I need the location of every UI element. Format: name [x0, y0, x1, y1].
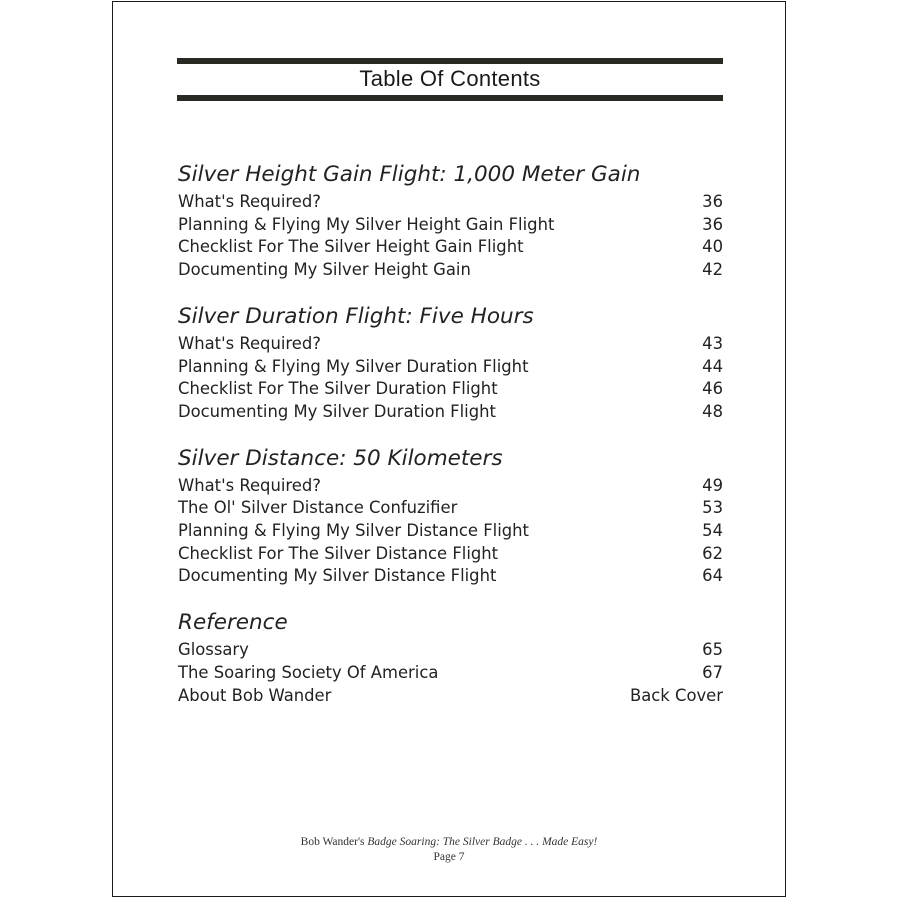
entry-page-number: 44: [702, 356, 723, 376]
toc-sections: [178, 160, 723, 727]
section-heading: Silver Height Gain Flight: 1,000 Meter Gain: [178, 162, 641, 187]
footer-book-title: Badge Soaring: The Silver Badge . . . Made Easy!: [367, 836, 598, 848]
entry-page-number: 62: [702, 543, 723, 563]
toc-entry: [178, 543, 723, 566]
toc-entry: [178, 475, 723, 498]
toc-entry: [178, 520, 723, 543]
toc-entry: [178, 236, 723, 259]
toc-section: [178, 302, 723, 424]
entry-title: Checklist For The Silver Height Gain Flight: [178, 237, 524, 257]
entry-title: About Bob Wander: [178, 685, 332, 705]
toc-entry: [178, 259, 723, 282]
section-heading: Silver Distance: 50 Kilometers: [178, 445, 503, 471]
entry-page-number: 54: [702, 521, 723, 541]
bottom-rule: [177, 95, 723, 101]
footer-author: Bob Wander's: [300, 836, 365, 848]
top-rule: [177, 58, 723, 64]
entry-title: The Soaring Society Of America: [178, 662, 439, 682]
entry-title: Documenting My Silver Duration Flight: [178, 401, 496, 421]
toc-section: [178, 608, 723, 707]
toc-entry: [178, 401, 723, 424]
entry-title: The Ol' Silver Distance Confuzifier: [178, 498, 458, 518]
toc-entry: [178, 685, 723, 708]
document-page: [112, 1, 786, 897]
entry-title: Checklist For The Silver Duration Flight: [178, 379, 498, 399]
toc-entry: [178, 639, 723, 662]
section-heading: Silver Duration Flight: Five Hours: [178, 303, 534, 329]
page-footer: [113, 835, 785, 865]
toc-section: [178, 444, 723, 589]
entry-page-number: 40: [702, 237, 723, 257]
entry-title: Documenting My Silver Distance Flight: [178, 566, 497, 586]
entry-page-number: 42: [702, 260, 723, 280]
entry-page-number: 36: [702, 192, 723, 211]
toc-entry: [178, 214, 723, 237]
entry-title: Documenting My Silver Height Gain: [178, 260, 471, 280]
entry-page-number: 49: [702, 475, 723, 495]
toc-entry: [178, 497, 723, 520]
entry-page-number: Back Cover: [630, 685, 723, 705]
entry-page-number: 46: [702, 379, 723, 399]
entry-page-number: 67: [702, 662, 723, 682]
entry-title: What's Required?: [178, 333, 321, 353]
entry-page-number: 36: [702, 214, 723, 234]
entry-title: Planning & Flying My Silver Height Gain Flight: [178, 214, 555, 234]
entry-title: What's Required?: [178, 192, 321, 211]
entry-page-number: 43: [702, 333, 723, 353]
section-heading: Reference: [178, 610, 288, 636]
toc-entry: [178, 662, 723, 685]
toc-entry: [178, 378, 723, 401]
footer-credit: [113, 835, 785, 850]
entry-title: Planning & Flying My Silver Distance Flight: [178, 521, 529, 541]
entry-title: Planning & Flying My Silver Duration Flight: [178, 356, 529, 376]
toc-section: [178, 160, 723, 282]
toc-entry: [178, 191, 723, 214]
toc-entry: [178, 356, 723, 379]
toc-entry: [178, 565, 723, 588]
entry-title: What's Required?: [178, 475, 321, 495]
entry-page-number: 53: [702, 498, 723, 518]
page-title: Table Of Contents: [359, 66, 541, 91]
entry-title: Checklist For The Silver Distance Flight: [178, 543, 499, 563]
footer-page-number: Page 7: [433, 851, 465, 863]
toc-entry: [178, 333, 723, 356]
entry-page-number: 64: [702, 566, 723, 586]
entry-title: Glossary: [178, 640, 249, 660]
entry-page-number: 65: [702, 640, 723, 660]
entry-page-number: 48: [702, 401, 723, 421]
